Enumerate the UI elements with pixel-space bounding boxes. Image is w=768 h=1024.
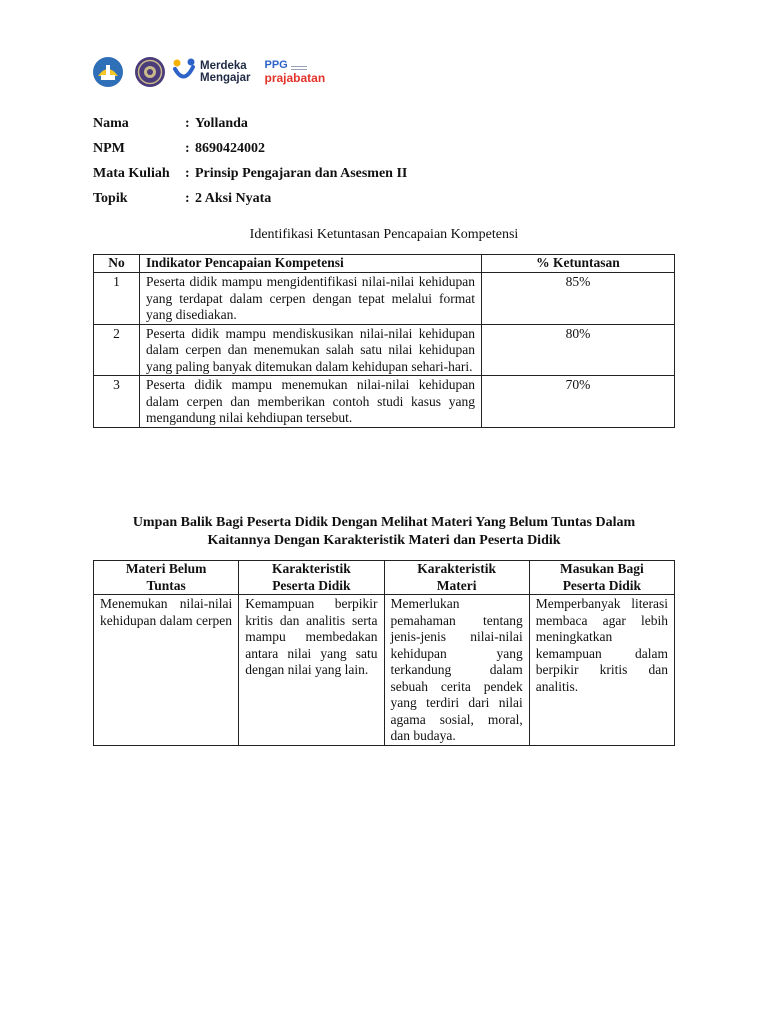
header-line: Tuntas bbox=[146, 577, 186, 593]
identity-value: 2 Aksi Nyata bbox=[195, 191, 272, 206]
identity-row-topik bbox=[93, 189, 407, 214]
header-karakteristik-peserta-didik bbox=[239, 561, 384, 595]
identity-row-mata-kuliah bbox=[93, 164, 407, 189]
merdeka-mengajar-wordmark bbox=[200, 60, 251, 84]
identity-label: Mata Kuliah bbox=[93, 166, 170, 181]
identity-row-npm bbox=[93, 139, 407, 164]
identity-label: Topik bbox=[93, 191, 128, 206]
cell-karakteristik-peserta-didik: Kemampuan berpikir kritis dan analitis serta mampu membedakan antara nilai yang satu dengan nilai yang lain. bbox=[239, 595, 384, 746]
header-line: Masukan Bagi bbox=[560, 561, 644, 576]
identity-value: Prinsip Pengajaran dan Asesmen II bbox=[195, 166, 408, 181]
identity-label: NPM bbox=[93, 141, 125, 156]
identity-colon: : bbox=[185, 116, 190, 131]
cell-materi-belum-tuntas: Menemukan nilai-nilai kehidupan dalam cerpen bbox=[94, 595, 239, 746]
header-logos bbox=[92, 54, 325, 90]
row-indicator: Peserta didik mampu menemukan nilai-nilai kehidupan dalam cerpen dan memberikan contoh studi kasus yang mengandung nilai kehdiupan tersebut. bbox=[140, 376, 482, 428]
ppg-prajabatan-word: prajabatan bbox=[264, 71, 326, 85]
header-masukan-bagi-peserta-didik bbox=[529, 561, 674, 595]
header-materi-belum-tuntas bbox=[94, 561, 239, 595]
kemdikbud-logo-icon bbox=[92, 56, 124, 88]
identity-row-nama bbox=[93, 114, 407, 139]
header-karakteristik-materi bbox=[384, 561, 529, 595]
feedback-table-title bbox=[93, 514, 675, 550]
table-header-row bbox=[94, 255, 675, 273]
merdeka-line1: Merdeka bbox=[200, 60, 247, 72]
row-percent: 70% bbox=[482, 376, 675, 428]
competency-table-title: Identifikasi Ketuntasan Pencapaian Kompetensi bbox=[249, 227, 519, 242]
header-line: Peserta Didik bbox=[272, 577, 351, 593]
header-line: Peserta Didik bbox=[562, 577, 642, 593]
identity-colon: : bbox=[185, 166, 190, 181]
header-no: No bbox=[94, 255, 140, 273]
identity-value: Yollanda bbox=[195, 116, 248, 131]
merdeka-line2: Mengajar bbox=[200, 72, 251, 84]
table-header-row bbox=[94, 561, 675, 595]
header-indicator: Indikator Pencapaian Kompetensi bbox=[140, 255, 482, 273]
header-line: Materi bbox=[436, 577, 477, 593]
row-indicator: Peserta didik mampu mengidentifikasi nilai-nilai kehidupan yang terdapat dalam cerpen dengan tepat melalui format yang disediakan. bbox=[140, 273, 482, 325]
row-percent: 80% bbox=[482, 324, 675, 376]
row-indicator: Peserta didik mampu mendiskusikan nilai-nilai kehidupan dalam cerpen dan menemukan salah satu nilai kehidupan yang paling banyak ditemukan dalam kehidupan sehari-hari. bbox=[140, 324, 482, 376]
identity-value: 8690424002 bbox=[195, 141, 265, 156]
cell-masukan-bagi-peserta-didik: Memperbanyak literasi membaca agar lebih meningkatkan kemampuan dalam berpikir kritis dan analitis. bbox=[529, 595, 674, 746]
table-row bbox=[94, 273, 675, 325]
table-row bbox=[94, 324, 675, 376]
table-row bbox=[94, 376, 675, 428]
identity-label: Nama bbox=[93, 116, 129, 131]
header-line: Karakteristik bbox=[417, 561, 496, 576]
feedback-title-line1: Umpan Balik Bagi Peserta Didik Dengan Melihat Materi Yang Belum Tuntas Dalam bbox=[132, 515, 636, 530]
ppg-word: PPG bbox=[264, 59, 288, 71]
student-identity bbox=[93, 114, 407, 214]
cell-karakteristik-materi: Memerlukan pemahaman tentang jenis-jenis nilai-nilai kehidupan yang terkandung dalam sebuah cerita pendek yang terdiri dari nilai agama sosial, moral, dan budaya. bbox=[384, 595, 529, 746]
feedback-title-line2: Kaitannya Dengan Karakteristik Materi dan Peserta Didik bbox=[207, 533, 561, 548]
feedback-table bbox=[93, 560, 675, 746]
header-percent: % Ketuntasan bbox=[482, 255, 675, 273]
university-seal-icon bbox=[134, 56, 166, 88]
row-number: 2 bbox=[94, 324, 140, 376]
row-number: 1 bbox=[94, 273, 140, 325]
header-line: Karakteristik bbox=[272, 561, 351, 576]
table-row bbox=[94, 595, 675, 746]
competency-table bbox=[93, 254, 675, 428]
ppg-prajabatan-logo bbox=[265, 59, 326, 85]
identity-colon: : bbox=[185, 191, 190, 206]
identity-colon: : bbox=[185, 141, 190, 156]
row-number: 3 bbox=[94, 376, 140, 428]
row-percent: 85% bbox=[482, 273, 675, 325]
header-line: Materi Belum bbox=[125, 561, 207, 576]
merdeka-mengajar-icon bbox=[172, 57, 196, 87]
